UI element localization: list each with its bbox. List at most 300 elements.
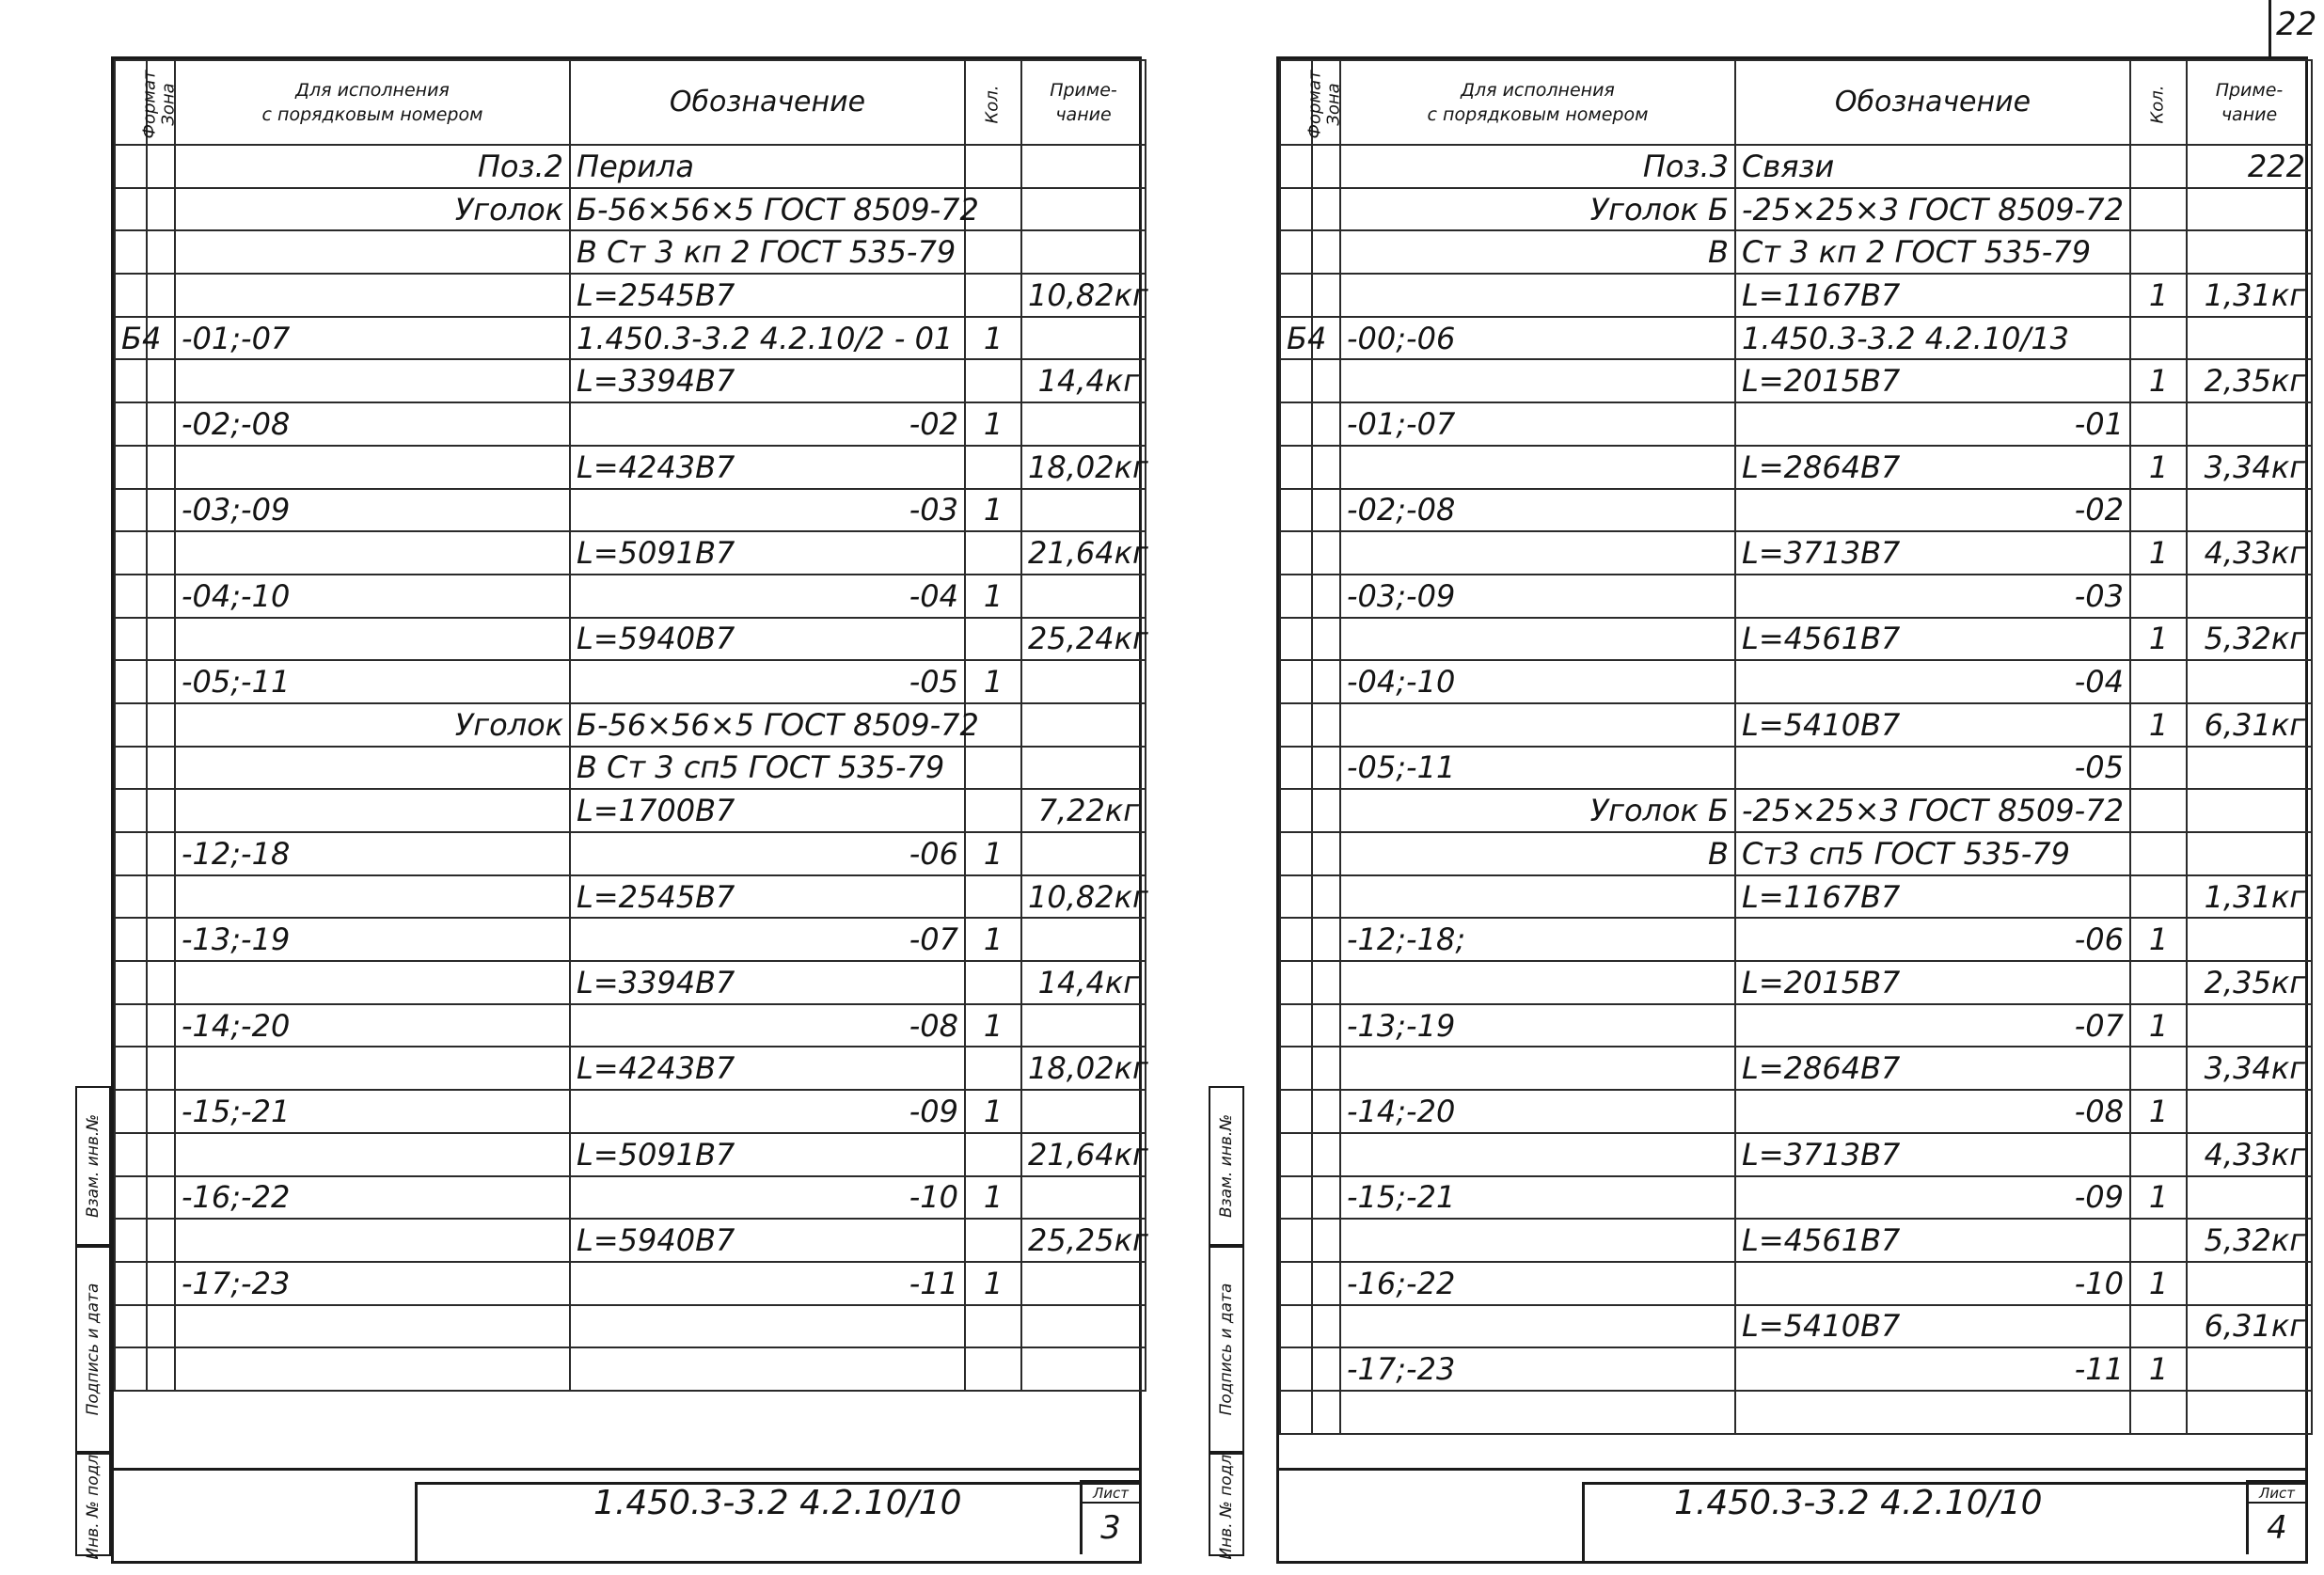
table-row — [115, 145, 1146, 188]
cell-qty: 1 — [2130, 918, 2187, 961]
cell-execution — [175, 1305, 570, 1348]
cell-note — [1021, 1090, 1146, 1133]
cell-zone — [147, 1047, 175, 1090]
cell-zone — [147, 1176, 175, 1220]
sheet-number-right: 4 — [2267, 1509, 2287, 1547]
cell-execution: -05;-11 — [1340, 747, 1735, 790]
cell-execution — [175, 230, 570, 274]
cell-qty: 1 — [965, 660, 1021, 703]
table-row — [1280, 531, 2312, 575]
cell-zone — [1312, 618, 1340, 661]
cell-format — [1280, 1090, 1312, 1133]
cell-zone — [1312, 1004, 1340, 1047]
cell-designation: L=5940В7 — [570, 618, 965, 661]
cell-format — [115, 1047, 147, 1090]
table-row — [115, 188, 1146, 231]
cell-zone — [1312, 1347, 1340, 1391]
cell-note: 18,02кг — [1021, 446, 1146, 489]
table-row — [115, 446, 1146, 489]
cell-format — [1280, 1176, 1312, 1220]
cell-note: 4,33кг — [2187, 531, 2312, 575]
cell-execution: -15;-21 — [175, 1090, 570, 1133]
cell-qty — [965, 1219, 1021, 1262]
cell-qty — [2130, 961, 2187, 1004]
cell-format — [1280, 918, 1312, 961]
cell-note: 4,33кг — [2187, 1133, 2312, 1176]
cell-format — [1280, 1391, 1312, 1434]
cell-execution: -05;-11 — [175, 660, 570, 703]
cell-qty — [2130, 317, 2187, 360]
cell-note — [2187, 832, 2312, 875]
corner-number: 22 — [2276, 6, 2317, 43]
cell-designation: L=3713В7 — [1735, 531, 2130, 575]
table-row — [1280, 1090, 2312, 1133]
cell-execution: -02;-08 — [175, 402, 570, 446]
cell-qty — [2130, 1219, 2187, 1262]
cell-designation: -09 — [1735, 1176, 2130, 1220]
cell-format — [1280, 489, 1312, 532]
cell-format — [115, 230, 147, 274]
cell-note — [2187, 575, 2312, 618]
cell-note: 7,22кг — [1021, 789, 1146, 832]
col-qty: Кол. — [965, 60, 1021, 145]
cell-zone — [1312, 1133, 1340, 1176]
cell-designation: -05 — [1735, 747, 2130, 790]
cell-execution — [1340, 274, 1735, 317]
cell-designation — [570, 1305, 965, 1348]
table-row — [115, 703, 1146, 747]
cell-execution: -02;-08 — [1340, 489, 1735, 532]
cell-execution: -00;-06 — [1340, 317, 1735, 360]
cell-format — [115, 1004, 147, 1047]
cell-qty: 1 — [2130, 618, 2187, 661]
cell-zone — [147, 575, 175, 618]
cell-note — [2187, 789, 2312, 832]
cell-execution: В — [1340, 230, 1735, 274]
cell-qty — [2130, 1133, 2187, 1176]
cell-note — [1021, 832, 1146, 875]
col-note: Приме- чание — [2187, 60, 2312, 145]
cell-note — [2187, 1004, 2312, 1047]
cell-designation: L=2545В7 — [570, 274, 965, 317]
table-row — [115, 1305, 1146, 1348]
side-strip-left — [75, 1086, 143, 1560]
col-designation: Обозначение — [1735, 60, 2130, 145]
cell-designation: L=5410В7 — [1735, 1305, 2130, 1348]
cell-qty — [2130, 1391, 2187, 1434]
table-header — [1280, 60, 2312, 145]
cell-qty — [2130, 402, 2187, 446]
cell-execution: -01;-07 — [1340, 402, 1735, 446]
table-row — [115, 1262, 1146, 1305]
cell-qty: 1 — [965, 317, 1021, 360]
cell-zone — [147, 1347, 175, 1391]
cell-zone — [1312, 575, 1340, 618]
cell-zone — [147, 359, 175, 402]
cell-format — [1280, 1047, 1312, 1090]
cell-zone — [147, 875, 175, 919]
cell-note — [2187, 489, 2312, 532]
cell-format — [1280, 875, 1312, 919]
col-note: Приме- чание — [1021, 60, 1146, 145]
cell-note: 18,02кг — [1021, 1047, 1146, 1090]
col-qty: Кол. — [2130, 60, 2187, 145]
cell-designation: Б-56×56×5 ГОСТ 8509-72 — [570, 188, 965, 231]
cell-format — [115, 961, 147, 1004]
cell-execution — [175, 274, 570, 317]
cell-zone — [1312, 1176, 1340, 1220]
table-row — [1280, 1347, 2312, 1391]
cell-note — [1021, 489, 1146, 532]
cell-format: Б4 — [115, 317, 147, 360]
cell-zone — [147, 961, 175, 1004]
cell-qty: 1 — [965, 575, 1021, 618]
cell-note — [2187, 230, 2312, 274]
cell-execution — [1340, 1219, 1735, 1262]
sheet-box-right: Лист 4 — [2246, 1480, 2305, 1554]
table-row — [115, 489, 1146, 532]
cell-execution: -04;-10 — [1340, 660, 1735, 703]
table-row — [1280, 575, 2312, 618]
cell-zone — [147, 446, 175, 489]
cell-format — [1280, 1004, 1312, 1047]
cell-note — [1021, 1176, 1146, 1220]
cell-note — [2187, 1176, 2312, 1220]
cell-note — [1021, 660, 1146, 703]
cell-zone — [147, 402, 175, 446]
cell-qty — [965, 1347, 1021, 1391]
cell-qty: 1 — [965, 489, 1021, 532]
cell-zone — [147, 618, 175, 661]
cell-qty — [2130, 1047, 2187, 1090]
table-row — [115, 660, 1146, 703]
cell-designation: -25×25×3 ГОСТ 8509-72 — [1735, 188, 2130, 231]
cell-qty — [2130, 230, 2187, 274]
table-row — [115, 1176, 1146, 1220]
cell-qty: 1 — [965, 402, 1021, 446]
cell-execution — [175, 789, 570, 832]
cell-format — [115, 188, 147, 231]
title-block-left — [114, 1468, 1139, 1561]
cell-zone — [1312, 230, 1340, 274]
table-header — [115, 60, 1146, 145]
cell-zone — [147, 832, 175, 875]
cell-format — [115, 531, 147, 575]
table-row — [115, 1090, 1146, 1133]
cell-designation: -07 — [1735, 1004, 2130, 1047]
cell-execution — [175, 359, 570, 402]
cell-format — [1280, 961, 1312, 1004]
cell-execution — [175, 747, 570, 790]
cell-designation: L=4561В7 — [1735, 1219, 2130, 1262]
cell-format — [115, 402, 147, 446]
cell-execution — [1340, 1391, 1735, 1434]
cell-execution: -01;-07 — [175, 317, 570, 360]
cell-note: 21,64кг — [1021, 531, 1146, 575]
cell-qty — [2130, 747, 2187, 790]
table-row — [115, 832, 1146, 875]
cell-format — [115, 489, 147, 532]
cell-zone — [1312, 1047, 1340, 1090]
cell-designation: -10 — [1735, 1262, 2130, 1305]
cell-qty: 1 — [965, 918, 1021, 961]
cell-zone — [147, 188, 175, 231]
cell-format — [1280, 789, 1312, 832]
table-row — [115, 618, 1146, 661]
cell-format — [1280, 1219, 1312, 1262]
cell-format — [1280, 531, 1312, 575]
cell-format — [1280, 618, 1312, 661]
cell-format — [115, 747, 147, 790]
cell-zone — [1312, 531, 1340, 575]
table-row — [115, 1219, 1146, 1262]
cell-execution — [1340, 1047, 1735, 1090]
side-inv-sub-left: Инв. № подл. — [75, 1453, 111, 1556]
cell-note — [1021, 1347, 1146, 1391]
table-row — [1280, 1305, 2312, 1348]
cell-qty — [965, 531, 1021, 575]
cell-zone — [1312, 274, 1340, 317]
table-row — [115, 402, 1146, 446]
cell-format — [115, 703, 147, 747]
table-row — [1280, 145, 2312, 188]
table-row — [1280, 489, 2312, 532]
cell-note: 2,35кг — [2187, 359, 2312, 402]
cell-designation: -02 — [570, 402, 965, 446]
table-row — [1280, 230, 2312, 274]
cell-execution: Уголок — [175, 703, 570, 747]
cell-note — [2187, 660, 2312, 703]
cell-execution: -13;-19 — [1340, 1004, 1735, 1047]
doc-code-left: 1.450.3-3.2 4.2.10/10 — [593, 1484, 962, 1522]
cell-zone — [147, 1090, 175, 1133]
cell-execution — [175, 1219, 570, 1262]
cell-designation: L=2864В7 — [1735, 1047, 2130, 1090]
cell-execution: Уголок Б — [1340, 789, 1735, 832]
cell-zone — [1312, 747, 1340, 790]
cell-qty: 1 — [2130, 1004, 2187, 1047]
cell-qty — [965, 359, 1021, 402]
table-row — [1280, 703, 2312, 747]
cell-execution — [175, 875, 570, 919]
cell-designation: -25×25×3 ГОСТ 8509-72 — [1735, 789, 2130, 832]
table-row — [1280, 188, 2312, 231]
cell-designation: -05 — [570, 660, 965, 703]
cell-designation: -06 — [570, 832, 965, 875]
cell-zone — [1312, 402, 1340, 446]
table-row — [115, 1347, 1146, 1391]
cell-format — [115, 359, 147, 402]
cell-qty — [2130, 145, 2187, 188]
cell-designation: -07 — [570, 918, 965, 961]
table-row — [1280, 274, 2312, 317]
col-execution: Для исполнения с порядковым номером — [1340, 60, 1735, 145]
table-row — [1280, 789, 2312, 832]
cell-designation: L=4243В7 — [570, 446, 965, 489]
col-format: Формат — [115, 60, 147, 145]
cell-note — [2187, 1391, 2312, 1434]
cell-execution: -17;-23 — [175, 1262, 570, 1305]
spec-table-left — [114, 59, 1146, 1392]
table-row — [1280, 1176, 2312, 1220]
cell-format — [1280, 446, 1312, 489]
cell-designation: -04 — [1735, 660, 2130, 703]
cell-format — [1280, 1262, 1312, 1305]
cell-note — [1021, 188, 1146, 231]
cell-execution — [1340, 1305, 1735, 1348]
table-row — [115, 1133, 1146, 1176]
cell-format — [115, 660, 147, 703]
cell-qty: 1 — [2130, 1090, 2187, 1133]
cell-qty — [2130, 575, 2187, 618]
cell-zone — [1312, 1305, 1340, 1348]
cell-zone — [147, 660, 175, 703]
table-row — [1280, 875, 2312, 919]
cell-qty: 1 — [965, 1004, 1021, 1047]
cell-designation: Связи — [1735, 145, 2130, 188]
cell-note: 6,31кг — [2187, 703, 2312, 747]
cell-designation: L=2015В7 — [1735, 359, 2130, 402]
cell-note: 14,4кг — [1021, 961, 1146, 1004]
table-row — [115, 961, 1146, 1004]
cell-execution: -15;-21 — [1340, 1176, 1735, 1220]
cell-zone — [1312, 703, 1340, 747]
cell-format — [1280, 359, 1312, 402]
cell-execution: -12;-18 — [175, 832, 570, 875]
cell-note: 14,4кг — [1021, 359, 1146, 402]
table-row — [1280, 1262, 2312, 1305]
cell-execution — [175, 618, 570, 661]
cell-note: 21,64кг — [1021, 1133, 1146, 1176]
cell-note — [2187, 317, 2312, 360]
cell-execution — [175, 1133, 570, 1176]
cell-note — [1021, 747, 1146, 790]
cell-qty: 1 — [2130, 531, 2187, 575]
cell-qty: 1 — [2130, 1176, 2187, 1220]
cell-note: 25,25кг — [1021, 1219, 1146, 1262]
cell-format — [115, 875, 147, 919]
table-row — [115, 918, 1146, 961]
cell-designation: Б-56×56×5 ГОСТ 8509-72 — [570, 703, 965, 747]
cell-qty — [965, 446, 1021, 489]
table-row — [1280, 1391, 2312, 1434]
cell-qty — [965, 1133, 1021, 1176]
cell-designation: -04 — [570, 575, 965, 618]
cell-note: 5,32кг — [2187, 618, 2312, 661]
col-designation: Обозначение — [570, 60, 965, 145]
cell-zone — [1312, 359, 1340, 402]
table-row — [1280, 402, 2312, 446]
cell-format — [115, 575, 147, 618]
cell-execution: -17;-23 — [1340, 1347, 1735, 1391]
cell-designation: -01 — [1735, 402, 2130, 446]
side-sign-date-right: Подпись и дата — [1209, 1246, 1244, 1453]
side-replace-inv-left: Взам. инв.№ — [75, 1086, 111, 1246]
cell-format — [1280, 703, 1312, 747]
cell-qty — [965, 961, 1021, 1004]
cell-qty — [965, 789, 1021, 832]
cell-zone — [147, 1219, 175, 1262]
cell-designation: -02 — [1735, 489, 2130, 532]
cell-note — [1021, 1305, 1146, 1348]
cell-execution: Поз.3 — [1340, 145, 1735, 188]
cell-zone — [1312, 1219, 1340, 1262]
cell-execution: -04;-10 — [175, 575, 570, 618]
cell-execution: В — [1340, 832, 1735, 875]
cell-zone — [147, 703, 175, 747]
cell-zone — [1312, 832, 1340, 875]
cell-execution — [175, 1347, 570, 1391]
cell-designation: -03 — [1735, 575, 2130, 618]
spec-table-right — [1279, 59, 2313, 1435]
table-row — [115, 531, 1146, 575]
cell-format — [1280, 747, 1312, 790]
cell-qty — [965, 618, 1021, 661]
table-row — [1280, 618, 2312, 661]
table-row — [1280, 1219, 2312, 1262]
cell-note — [2187, 747, 2312, 790]
cell-designation: В Ст 3 сп5 ГОСТ 535-79 — [570, 747, 965, 790]
cell-designation: -06 — [1735, 918, 2130, 961]
cell-execution: -14;-20 — [1340, 1090, 1735, 1133]
cell-note: 10,82кг — [1021, 274, 1146, 317]
cell-zone — [1312, 660, 1340, 703]
side-sign-date-left: Подпись и дата — [75, 1246, 111, 1453]
cell-format — [115, 274, 147, 317]
cell-designation: L=2864В7 — [1735, 446, 2130, 489]
cell-designation: 1.450.3-3.2 4.2.10/13 — [1735, 317, 2130, 360]
cell-designation: Перила — [570, 145, 965, 188]
cell-zone — [1312, 489, 1340, 532]
cell-qty — [965, 747, 1021, 790]
cell-qty — [965, 145, 1021, 188]
cell-execution: -03;-09 — [175, 489, 570, 532]
cell-designation: L=3713В7 — [1735, 1133, 2130, 1176]
cell-format — [115, 145, 147, 188]
cell-note: 222 — [2187, 145, 2312, 188]
cell-note: 3,34кг — [2187, 446, 2312, 489]
cell-execution — [175, 961, 570, 1004]
cell-execution — [1340, 531, 1735, 575]
cell-qty — [965, 230, 1021, 274]
cell-execution: -12;-18; — [1340, 918, 1735, 961]
table-row — [1280, 1133, 2312, 1176]
table-row — [1280, 317, 2312, 360]
sheet-box-left: Лист 3 — [1080, 1480, 1139, 1554]
cell-qty — [2130, 188, 2187, 231]
cell-format — [115, 618, 147, 661]
cell-designation: -10 — [570, 1176, 965, 1220]
table-row — [1280, 359, 2312, 402]
cell-zone — [1312, 1262, 1340, 1305]
cell-note — [1021, 1004, 1146, 1047]
cell-zone — [147, 145, 175, 188]
cell-note: 2,35кг — [2187, 961, 2312, 1004]
cell-execution — [1340, 359, 1735, 402]
cell-execution — [1340, 703, 1735, 747]
table-row — [115, 317, 1146, 360]
side-replace-inv-right: Взам. инв.№ — [1209, 1086, 1244, 1246]
cell-qty: 1 — [965, 832, 1021, 875]
table-row — [115, 1047, 1146, 1090]
cell-designation: -11 — [1735, 1347, 2130, 1391]
cell-zone — [147, 230, 175, 274]
table-row — [1280, 1047, 2312, 1090]
cell-format — [1280, 1347, 1312, 1391]
table-row — [1280, 832, 2312, 875]
cell-designation: -08 — [570, 1004, 965, 1047]
table-row — [1280, 1004, 2312, 1047]
